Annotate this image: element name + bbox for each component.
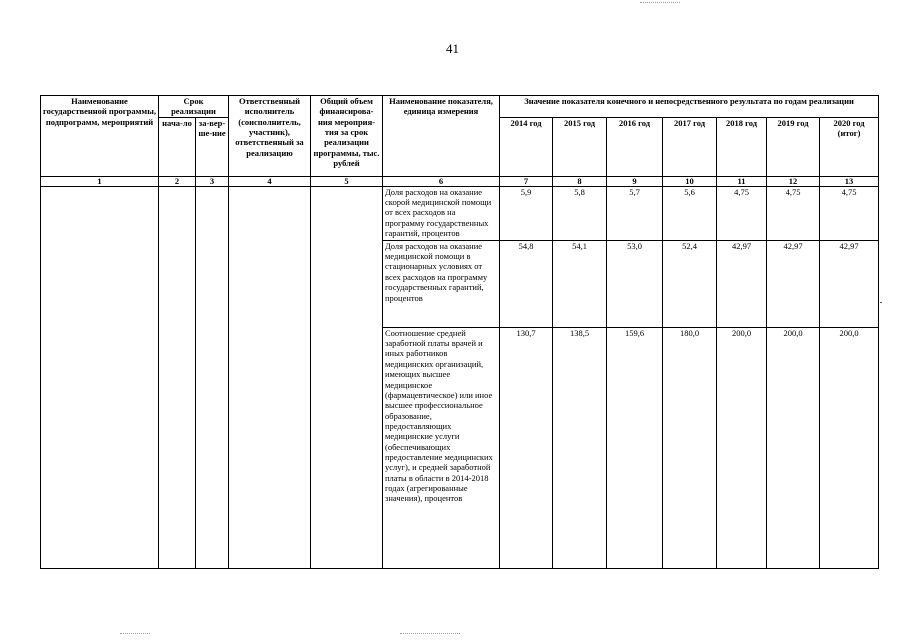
header-year-2020: 2020 год (итог) [820,117,879,176]
executor-cell [229,186,311,568]
header-year-2018: 2018 год [717,117,767,176]
indicator-name: Доля расходов на оказание медицинской помощи в стационарных условиях от всех расходов на программу государственных гарантий, процентов [383,240,500,327]
header-values-group: Значение показателя конечного и непосредственного результата по годам реализации [500,96,879,118]
value-cell: 130,7 [500,327,553,568]
value-cell: 200,0 [717,327,767,568]
value-cell: 42,97 [717,240,767,327]
value-cell: 4,75 [820,186,879,240]
header-term: Срок реализации [159,96,229,118]
value-cell: 42,97 [767,240,820,327]
header-year-2017: 2017 год [663,117,717,176]
value-cell: 54,8 [500,240,553,327]
column-number: 5 [311,176,383,186]
column-number: 7 [500,176,553,186]
column-number: 10 [663,176,717,186]
scan-artifact [880,302,882,303]
header-term-end: за-вер-ше-ние [196,117,229,176]
column-number: 1 [41,176,159,186]
value-cell: 5,8 [553,186,607,240]
header-indicator: Наименование показателя, единица измерения [383,96,500,177]
value-cell: 4,75 [717,186,767,240]
value-cell: 180,0 [663,327,717,568]
value-cell: 200,0 [767,327,820,568]
value-cell: 42,97 [820,240,879,327]
header-term-start: нача-ло [159,117,196,176]
funding-cell [311,186,383,568]
term-end-cell [196,186,229,568]
header-year-2019: 2019 год [767,117,820,176]
indicators-table [40,95,879,569]
value-cell: 5,7 [607,186,663,240]
page-number: 41 [446,41,459,56]
column-number: 8 [553,176,607,186]
indicator-name: Соотношение средней заработной платы врачей и иных работников медицинских организаций, имеющих высшее медицинское (фармацевтическое) или иное высшее профессиональное образование, предоставляющих медицинские услуги (обеспечивающих предоставление медицинских услуг), и средней заработной платы в области в 2014-2018 годах (агрегированные значения), процентов [383,327,500,568]
value-cell: 53,0 [607,240,663,327]
header-year-2014: 2014 год [500,117,553,176]
column-number: 4 [229,176,311,186]
scan-artifact [640,2,680,3]
scan-artifact [400,633,460,634]
header-program-name: Наименование государственной программы, подпрограмм, мероприятий [41,96,159,177]
value-cell: 54,1 [553,240,607,327]
value-cell: 5,6 [663,186,717,240]
column-number: 11 [717,176,767,186]
value-cell: 4,75 [767,186,820,240]
column-number: 13 [820,176,879,186]
value-cell: 200,0 [820,327,879,568]
header-executor: Ответственный исполнитель (соисполнитель, участник), ответственный за реализацию [229,96,311,177]
column-number: 12 [767,176,820,186]
value-cell: 159,6 [607,327,663,568]
header-year-2015: 2015 год [553,117,607,176]
column-number: 9 [607,176,663,186]
table-row [41,186,879,240]
header-row-1 [41,96,879,118]
term-start-cell [159,186,196,568]
column-number: 3 [196,176,229,186]
value-cell: 5,9 [500,186,553,240]
scan-artifact [120,633,150,634]
column-number-row [41,176,879,186]
header-year-2016: 2016 год [607,117,663,176]
column-number: 6 [383,176,500,186]
program-name-cell [41,186,159,568]
header-funding: Общий объем финансирова-ния мероприя-тия за срок реализации программы, тыс. рублей [311,96,383,177]
indicator-name: Доля расходов на оказание скорой медицинской помощи от всех расходов на программу государственных гарантий, процентов [383,186,500,240]
value-cell: 52,4 [663,240,717,327]
value-cell: 138,5 [553,327,607,568]
column-number: 2 [159,176,196,186]
